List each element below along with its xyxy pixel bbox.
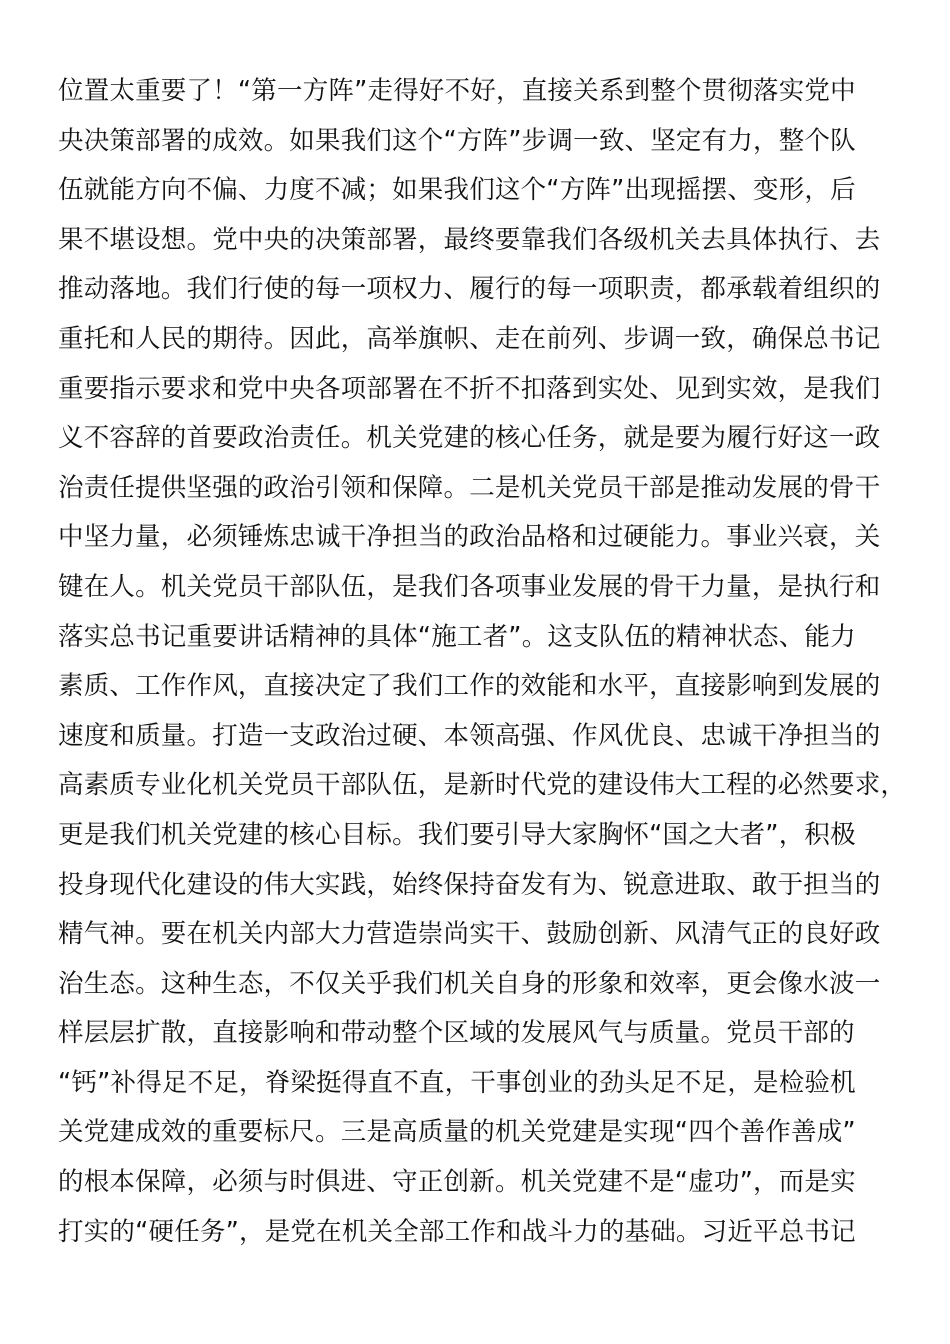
text-line-4: 果不堪设想。党中央的决策部署，最终要靠我们各级机关去具体执行、去	[58, 224, 881, 255]
text-line-12: 落实总书记重要讲话精神的具体“施工者”。这支队伍的精神状态、能力	[58, 621, 856, 652]
text-line-22: 关党建成效的重要标尺。三是高质量的机关党建是实现“四个善作善成”	[58, 1117, 856, 1148]
text-line-16: 更是我们机关党建的核心目标。我们要引导大家胸怀“国之大者”，积极	[58, 819, 856, 850]
text-line-20: 样层层扩散，直接影响和带动整个区域的发展风气与质量。党员干部的	[58, 1018, 855, 1049]
text-line-17: 投身现代化建设的伟大实践，始终保持奋发有为、锐意进取、敢于担当的	[58, 869, 881, 900]
text-line-23: 的根本保障，必须与时俱进、守正创新。机关党建不是“虚功”，而是实	[58, 1167, 856, 1198]
text-line-21: “钙”补得足不足，脊梁挺得直不直，干事创业的劲头足不足，是检验机	[58, 1067, 856, 1098]
text-line-7: 重要指示要求和党中央各项部署在不折不扣落到实处、见到实效，是我们	[58, 373, 881, 404]
text-line-3: 伍就能方向不偏、力度不减；如果我们这个“方阵”出现摇摆、变形，后	[58, 175, 856, 206]
document-body	[58, 67, 907, 1257]
text-line-18: 精气神。要在机关内部大力营造崇尚实干、鼓励创新、风清气正的良好政	[58, 919, 881, 950]
text-line-6: 重托和人民的期待。因此，高举旗帜、走在前列、步调一致，确保总书记	[58, 323, 881, 354]
text-line-8: 义不容辞的首要政治责任。机关党建的核心任务，就是要为履行好这一政	[58, 423, 881, 454]
text-line-15: 高素质专业化机关党员干部队伍，是新时代党的建设伟大工程的必然要求，	[58, 770, 907, 801]
text-line-11: 键在人。机关党员干部队伍，是我们各项事业发展的骨干力量，是执行和	[58, 571, 881, 602]
text-line-24: 打实的“硬任务”，是党在机关全部工作和战斗力的基础。习近平总书记	[58, 1216, 856, 1247]
text-line-9: 治责任提供坚强的政治引领和保障。二是机关党员干部是推动发展的骨干	[58, 472, 881, 503]
text-line-10: 中坚力量，必须锤炼忠诚干净担当的政治品格和过硬能力。事业兴衰，关	[58, 522, 881, 553]
text-line-5: 推动落地。我们行使的每一项权力、履行的每一项职责，都承载着组织的	[58, 274, 881, 305]
text-line-13: 素质、工作作风，直接决定了我们工作的效能和水平，直接影响到发展的	[58, 671, 881, 702]
text-line-2: 央决策部署的成效。如果我们这个“方阵”步调一致、坚定有力，整个队	[58, 125, 856, 156]
text-line-14: 速度和质量。打造一支政治过硬、本领高强、作风优良、忠诚干净担当的	[58, 720, 881, 751]
text-line-1: 位置太重要了！“第一方阵”走得好不好，直接关系到整个贯彻落实党中	[58, 76, 856, 106]
text-line-19: 治生态。这种生态，不仅关乎我们机关自身的形象和效率，更会像水波一	[58, 968, 881, 999]
